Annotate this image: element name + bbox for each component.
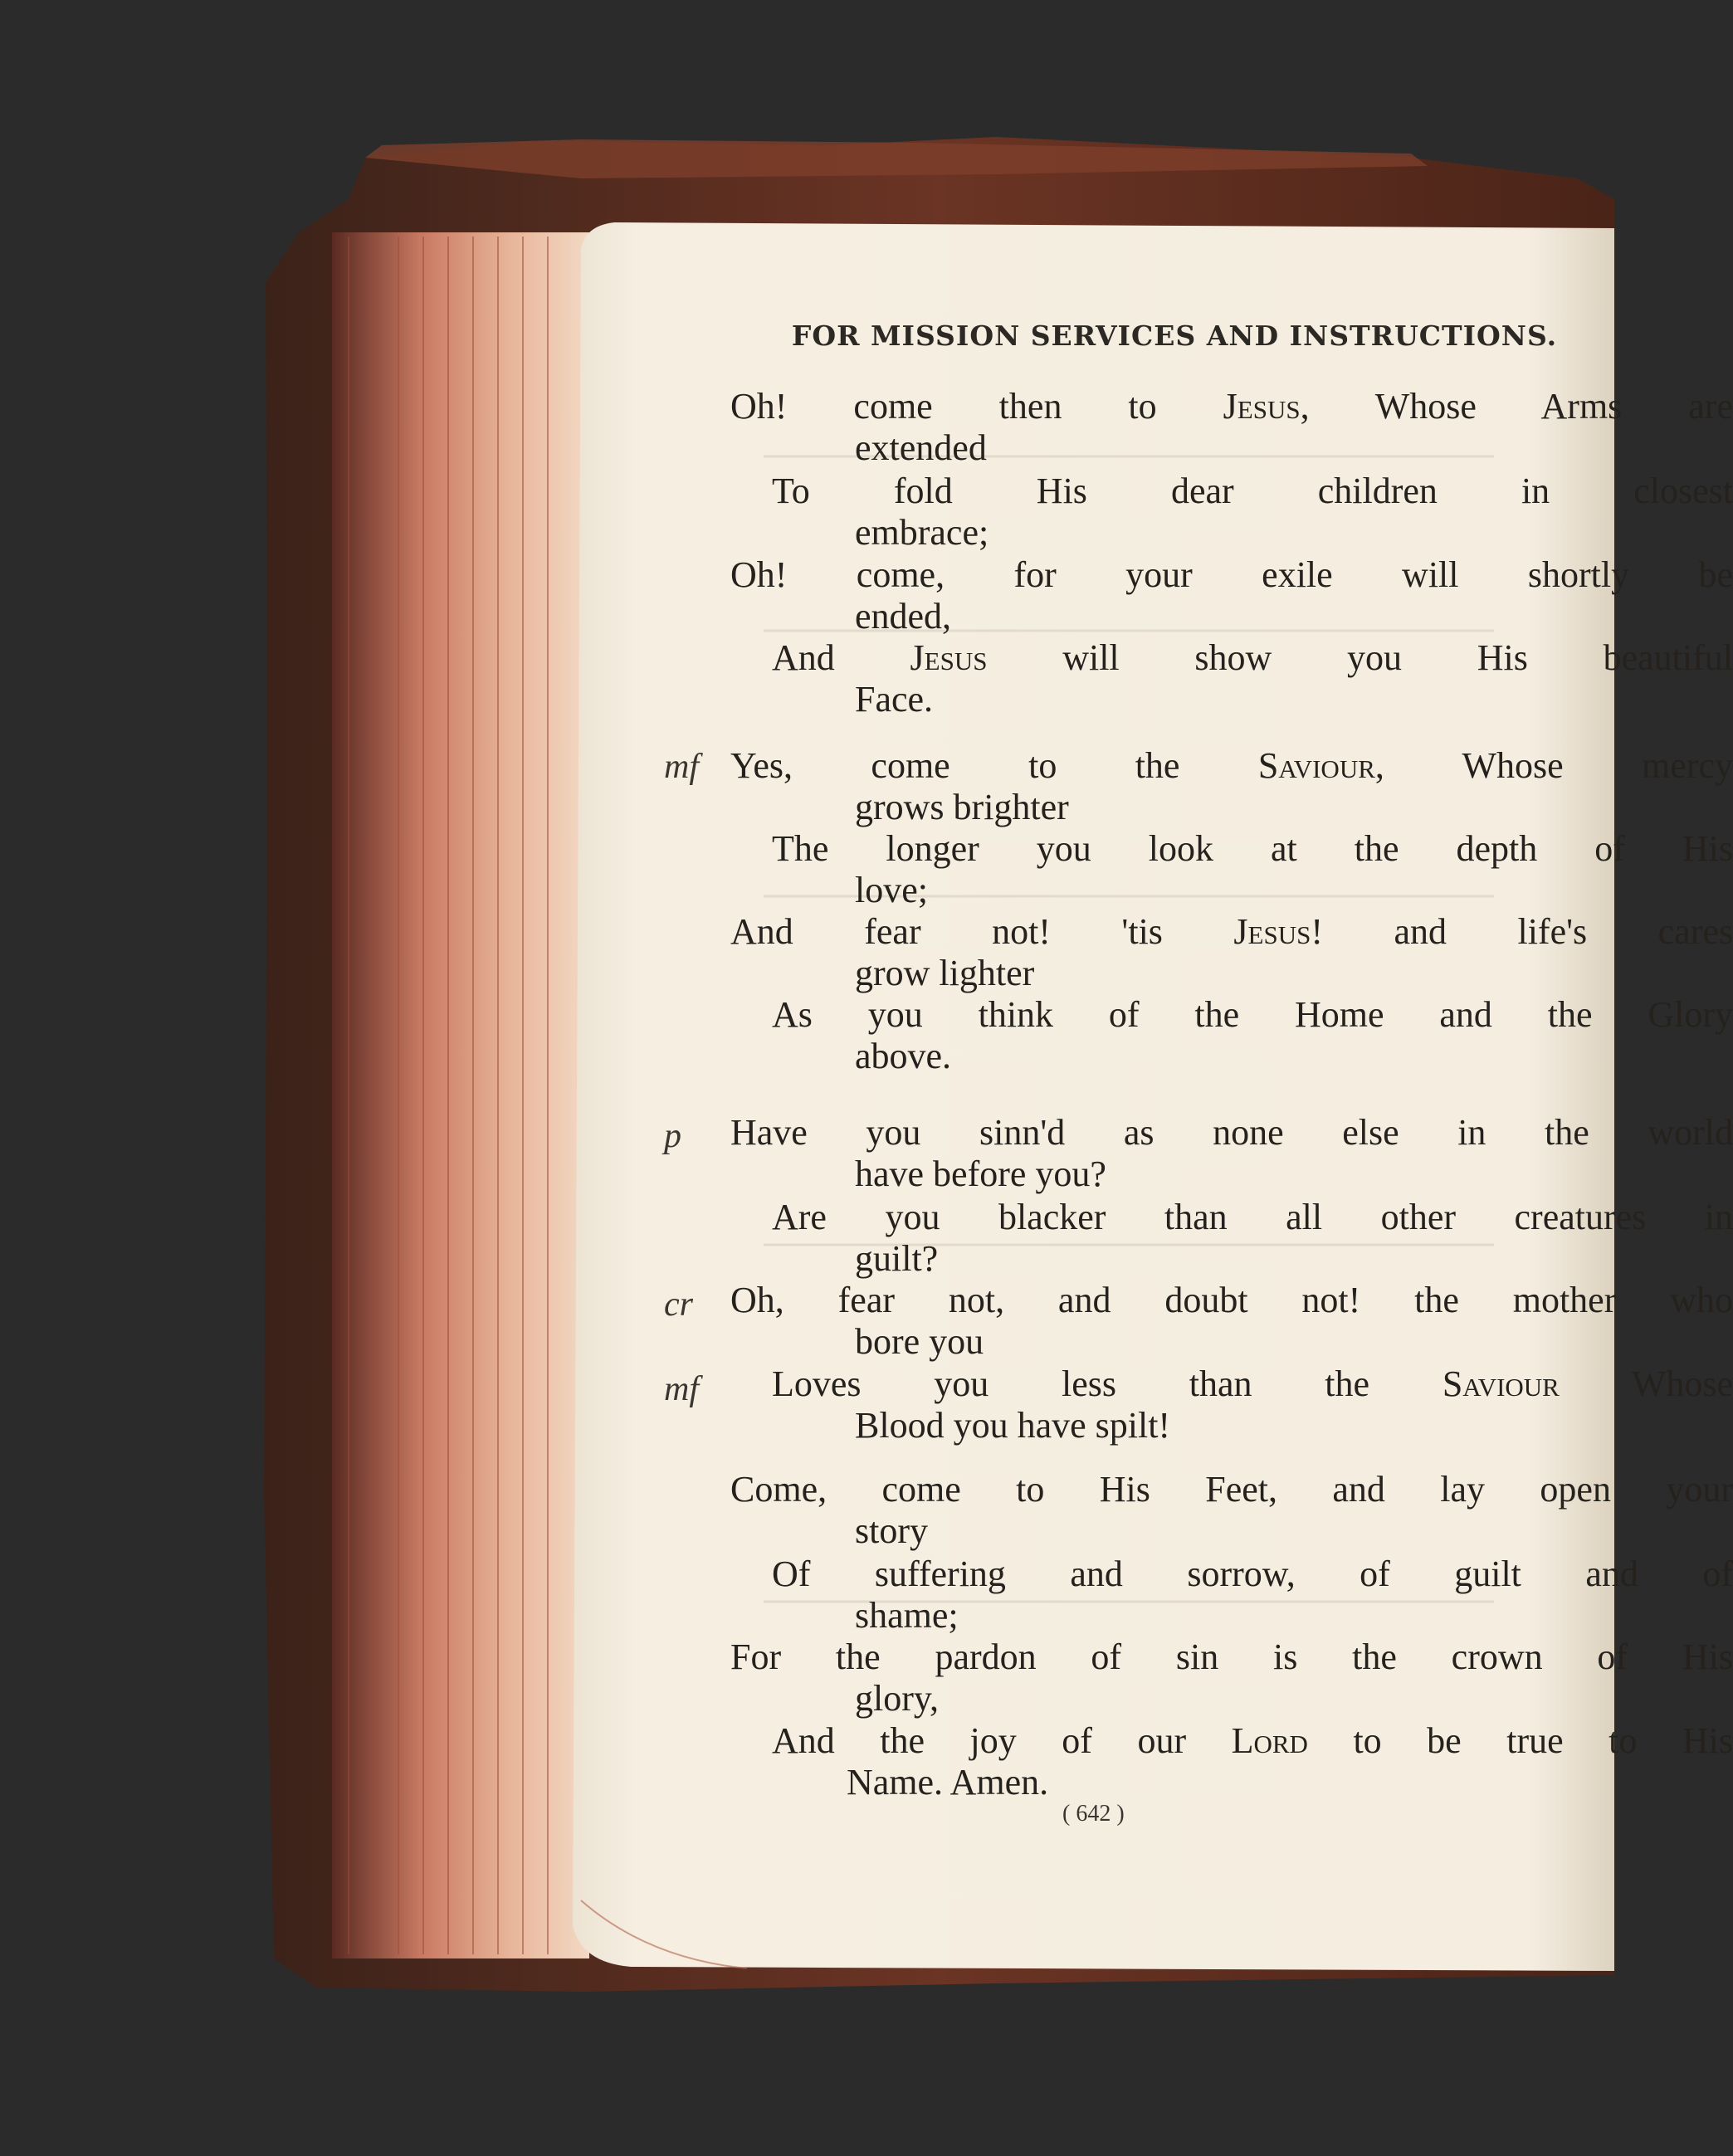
verse-line: have before you? [855,1154,1106,1194]
verse-line: And Jesus will show you His beautiful [772,637,1733,678]
verse-line: ended, [855,596,952,637]
verse-line: Oh! come then to Jesus, Whose Arms are [730,386,1733,427]
verse-line: As you think of the Home and the Glory [772,994,1733,1035]
verse-line: grow lighter [855,953,1035,993]
verse-line: Oh, fear not, and doubt not! the mother who [730,1280,1733,1320]
dynamic-marking-mf: mf [664,748,699,786]
page-text-area [573,224,1733,1900]
verse-line: Are you blacker than all other creatures in [772,1197,1733,1237]
verse-line: bore you [855,1321,984,1362]
verse-line: Of suffering and sorrow, of guilt and of [772,1554,1733,1594]
verse-line: Blood you have spilt! [855,1405,1171,1446]
verse-line: guilt? [855,1238,939,1279]
verse-line: Name. Amen. [847,1762,1049,1802]
verse-line: For the pardon of sin is the crown of His [730,1637,1733,1677]
verse-line: love; [855,870,928,910]
verse-line: Oh! come, for your exile will shortly be [730,554,1733,595]
verse-line: extended [855,427,987,468]
verse-line: above. [855,1036,952,1076]
verse-line: Loves you less than the Saviour Whose [772,1363,1733,1404]
dynamic-marking-p: p [664,1117,681,1155]
verse-line: Come, come to His Feet, and lay open your [730,1469,1733,1510]
page-edges [332,232,589,1958]
dynamic-marking-cr: cr [664,1285,693,1324]
verse-line: To fold His dear children in closest [772,471,1733,511]
verse-line: And fear not! 'tis Jesus! and life's cares [730,911,1733,952]
verse-line: Yes, come to the Saviour, Whose mercy [730,745,1733,786]
verse-line: And the joy of our Lord to be true to His [772,1720,1733,1761]
page-number: ( 642 ) [1062,1801,1125,1827]
page-header: FOR MISSION SERVICES AND INSTRUCTIONS. [791,319,1558,352]
verse-line: story [855,1510,928,1551]
verse-line: Have you sinn'd as none else in the world [730,1112,1733,1153]
verse-line: Face. [855,679,934,719]
verse-line: The longer you look at the depth of His [772,828,1733,869]
verse-line: embrace; [855,512,989,553]
verse-line: grows brighter [855,787,1069,827]
dynamic-marking-mf: mf [664,1370,699,1408]
verse-line: glory, [855,1678,940,1719]
verse-line: shame; [855,1595,959,1636]
